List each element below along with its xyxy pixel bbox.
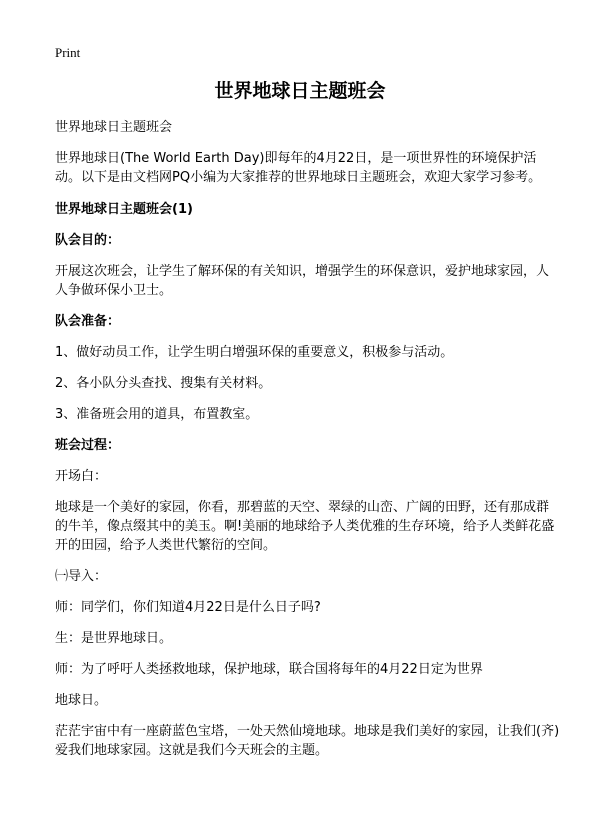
dialog-line: 师：为了呼吁人类拯救地球，保护地球，联合国将每年的4月22日定为世界 [55,662,483,677]
dialog-line: 师：同学们，你们知道4月22日是什么日子吗? [55,600,321,615]
part-one-label: ㈠导入： [55,569,108,584]
prep-item: 1、做好动员工作，让学生明白增强环保的重要意义，积极参与活动。 [55,345,454,360]
prep-item: 3、准备班会用的道具，布置教室。 [55,407,259,422]
document-title: 世界地球日主题班会 [214,80,386,102]
opening-paragraph: 地球是一个美好的家园，你看，那碧蓝的天空、翠绿的山峦、广阔的田野，还有那成群的牛羊，像点缀其中的美玉。啊!美丽的地球给予人类优雅的生存环境，给予人类鲜花盛开的田园，给予人类世代繁衍的空间。 [55,500,555,553]
prep-heading: 队会准备： [55,314,121,329]
opening-label: 开场白： [55,469,108,484]
process-heading: 班会过程： [55,438,121,453]
goal-heading: 队会目的： [55,233,121,248]
prep-item: 2、各小队分头查找、搜集有关材料。 [55,376,272,391]
section-heading: 世界地球日主题班会(1) [55,202,193,217]
dialog-line: 生：是世界地球日。 [55,631,173,646]
intro-paragraph: 世界地球日(The World Earth Day)即每年的4月22日，是一项世界性的环境保护活动。以下是由文档网PQ小编为大家推荐的世界地球日主题班会，欢迎大家学习参考。 [55,151,542,185]
document-body [55,118,560,772]
closing-paragraph: 茫茫宇宙中有一座蔚蓝色宝塔，一处天然仙境地球。地球是我们美好的家园，让我们(齐)爱我们地球家园。这就是我们今天班会的主题。 [55,724,560,758]
dialog-line: 地球日。 [55,693,108,708]
goal-paragraph: 开展这次班会，让学生了解环保的有关知识，增强学生的环保意识，爱护地球家园，人人争做环保小卫士。 [55,264,550,298]
document-subtitle: 世界地球日主题班会 [55,120,173,135]
print-link[interactable]: Print [55,45,81,60]
